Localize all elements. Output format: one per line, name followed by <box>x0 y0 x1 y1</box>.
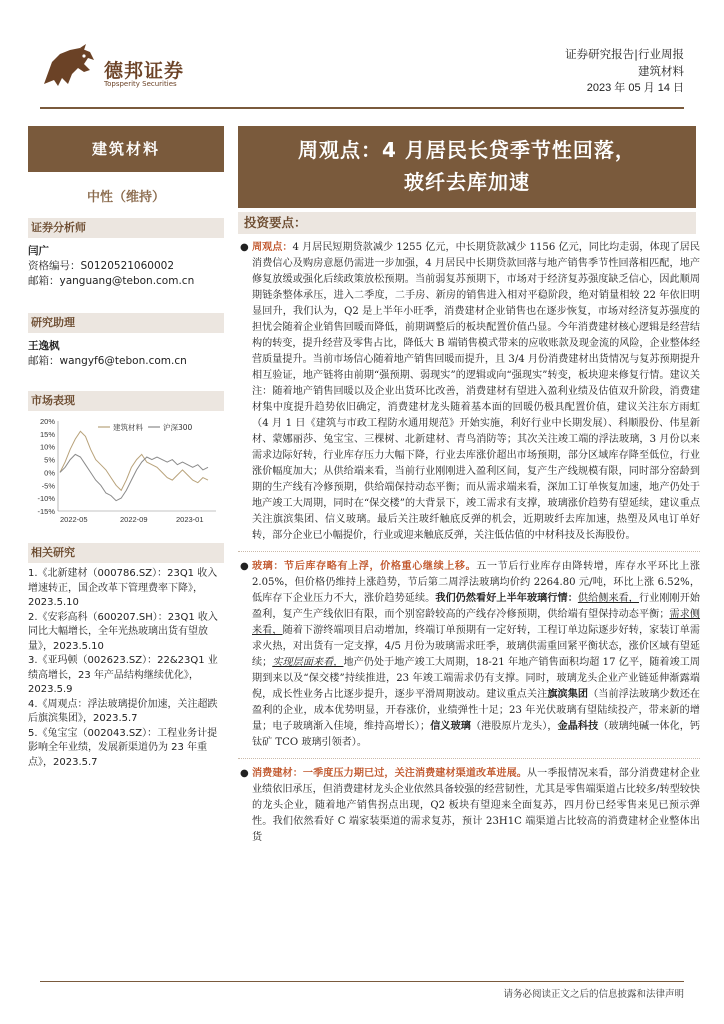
related-item[interactable]: 2.《安彩高科（600207.SH）：23Q1 收入同比大幅增长，全年光热玻璃出货有望放量》，2023.5.10 <box>28 611 218 652</box>
sector-box: 建筑材料 <box>28 126 224 172</box>
analyst-name: 闫广 <box>28 245 49 257</box>
paragraph-consumer-building-materials <box>238 766 700 846</box>
para-text: （港股原片龙头）， <box>470 721 558 732</box>
para-text: （当前浮法玻璃少数还在盈利的企业，成本优势明显，开春涨价，业绩弹性十足；23 年光伏玻璃有望陆续投产，带来新的增量；电子玻璃渐入佳境，维持高增长）； <box>252 689 701 732</box>
series-line-csi300 <box>60 454 208 500</box>
sidebar <box>28 126 224 770</box>
para-heading: 周观点： <box>252 242 293 253</box>
para-text: 五一节后行业库存由降转增，库存水平环比上涨 2.05%，但价格仍维持上涨趋势，节后第二周浮法玻璃均价约 2264.80 元/吨，环比上涨 6.52%，低库存下企业压力不大，涨价趋势延续。 <box>252 561 701 604</box>
y-tick-label: 20% <box>39 417 55 426</box>
para-text: 地产仍处于地产竣工大周期，18-21 年地产销售面积均超 17 亿平，随着竣工周期到来以及“保交楼”持续推进，23 年竣工端需求仍有支撑。同时，玻璃龙头企业产业链延伸渐露端倪，成长性业务占比逐步提升，逐步平滑周期波动。建议重点关注 <box>252 657 701 700</box>
report-type: 证券研究报告|行业周报 <box>565 47 684 61</box>
brand-name-cn: 德邦证券 <box>104 60 185 82</box>
assistant-email[interactable]: 邮箱：wangyf6@tebon.com.cn <box>28 355 187 367</box>
bold-phrase: 旗滨集团 <box>547 689 589 700</box>
report-industry: 建筑材料 <box>638 64 684 78</box>
related-item[interactable]: 5.《兔宝宝（002043.SZ）：工程业务计提影响全年业绩，发展新渠道仍为 23 年重点》，2023.5.7 <box>28 727 218 768</box>
y-tick-label: -5% <box>41 481 55 491</box>
rating: 中性（维持） <box>86 190 165 205</box>
analyst-cert: 资格编号：S0120521060002 <box>28 260 175 272</box>
key-points-label: 投资要点： <box>238 212 696 234</box>
footer-divider <box>40 981 684 982</box>
bull-logo-icon <box>40 44 98 90</box>
assistant-name: 王逸枫 <box>28 340 60 352</box>
dotted-divider <box>238 758 700 759</box>
y-tick-label: -10% <box>37 494 55 504</box>
bold-phrase: 信义玻璃 <box>430 721 471 732</box>
title-line-2: 玻纤去库加速 <box>404 170 530 194</box>
para-heading: 消费建材：一季度压力期已过，关注消费建材渠道改革进展。 <box>252 768 527 779</box>
market-label: 市场表现 <box>28 391 224 411</box>
report-body <box>238 240 700 846</box>
underlined-phrase: 供给侧来看， <box>577 593 639 604</box>
related-item[interactable]: 1.《北新建材（000786.SZ）：23Q1 收入增速转正，国企改革下管理费率下降》，2023.5.10 <box>28 568 218 608</box>
y-tick-label: 5% <box>44 455 55 465</box>
analyst-label: 证券分析师 <box>28 218 224 238</box>
para-text: 从一季报情况来看，部分消费建材企业业绩依旧承压，但消费建材龙头企业依然具备较强的经营韧性，尤其是零售端渠道占比较多/转型较快的龙头企业，随着地产销售拐点出现，Q2 板块有望迎来全面复苏，四月份已经零售来见已预示弹性。我们依然看好 C 端家装渠道的需求复苏，预计 23H1C 端渠道占比较高的消费建材企业整体出货 <box>252 768 701 843</box>
analyst-email[interactable]: 邮箱：yanguang@tebon.com.cn <box>28 275 195 287</box>
bold-phrase: 我们仍然看好上半年玻璃行情： <box>435 593 578 604</box>
para-text: 随着下游终端项目启动增加，终端订单预期有一定好转，工程订单边际逐步好转，家装订单需求火热，对出货有一定支撑，4/5 月份为玻璃需求旺季，玻璃供需重回紧平衡状态，涨价区域有望延续； <box>252 625 701 668</box>
para-text: 行业刚刚开始盈利，复产生产线依旧有限，而个别窑龄较高的产线存冷修预期，供给端有望保持动态平衡； <box>252 593 701 620</box>
header-divider <box>40 107 684 109</box>
market-chart <box>28 415 224 529</box>
x-tick-label: 2022-05 <box>60 515 88 524</box>
para-heading: 玻璃：节后库存略有上浮，价格重心继续上移。 <box>252 561 477 572</box>
report-title <box>238 126 696 208</box>
report-meta <box>565 46 684 97</box>
y-tick-label: -15% <box>37 507 55 516</box>
footer-disclaimer[interactable]: 请务必阅读正文之后的信息披露和法律声明 <box>503 989 684 1000</box>
x-tick-label: 2022-09 <box>120 515 148 524</box>
related-item[interactable]: 4.《周观点：浮法玻璃提价加速，关注超跌后旗滨集团》，2023.5.7 <box>28 698 218 724</box>
market-chart-svg <box>28 415 224 529</box>
y-tick-label: 15% <box>39 429 55 439</box>
para-text: 4 月居民短期贷款减少 1255 亿元，中长期贷款减少 1156 亿元，同比均走弱，体现了居民消费信心及购房意愿仍需进一步加强，4 月居民中长期贷款回落与地产销售季节性回落相匹配，地产修复放缓或强化后续政策放松预期。当前弱复苏预期下，市场对于经济复苏强度缺乏信心，因此顺周期链条整体承压，进入二季度，二手房、新房的销售进入相对平稳阶段，绝对销量相较 22 年依旧明显回升，我们认为，Q2 是上半年小旺季，消费建材企业销售也在逐步恢复，市场对经济复苏强度的担忧会随着企业销售回暖而降低，前期调整后的板块配置价值凸显。今年消费建材核心逻辑是经营结构的转变，提升经营及零售占比，降低大 B 端销售模式带来的应收账款及现金流的风险，企业整体经营质量提升。当前市场信心随着地产销售回暖而提升，且 3/4 月份消费建材出货情况与复苏预期提升相互验证，地产链将由前期“强预期、弱现实”的逻辑或向“强现实”转变，板块迎来修复行情。建议关注：随着地产销售回暖以及企业出货环比改善，消费建材有望进入盈利业绩及估值双升阶段，消费建材集中度提升趋势依旧确定，消费建材龙头随着基本面的回暖仍极具配置价值，建议关注东方雨虹（4 月 1 日《建筑与市政工程防水通用规范》开始实施，利好行业中长期发展）、科顺股份、伟星新材、蒙娜丽莎、兔宝宝、三棵树、北新建材、青鸟消防等；其次关注竣工端的浮法玻璃，3 月份以来需求边际好转，行业库存压力大幅下降，行业去库涨价超出市场预期，部分区域库存降至低位，行业涨价幅度加大；从供给端来看，当前行业刚刚进入盈利区间，复产生产线规模有限，同时部分窑龄到期的生产线有冷修预期，供给端保持动态平衡；而从需求端来看，深加工订单恢复加速，地产仍处于地产竣工大周期，同时在“保交楼”的大背景下，竣工需求有支撑，玻璃涨价趋势有望延续，建议重点关注旗滨集团、信义玻璃。最后关注玻纤触底反弹的机会，近期玻纤去库加速，热塑及风电订单好转，部分企业已小幅提价，行业或迎来触底反弹，关注低估值的中材科技及长海股份。 <box>252 242 701 541</box>
bullet-icon: ● <box>240 561 249 572</box>
underlined-phrase: 实现层面来看， <box>272 657 344 668</box>
x-tick-label: 2023-01 <box>176 515 204 524</box>
bullet-icon: ● <box>240 242 249 253</box>
paragraph-weekly-view <box>238 240 700 544</box>
assistant-label: 研究助理 <box>28 313 224 333</box>
series-line-building-materials <box>60 431 208 490</box>
assistant-block <box>28 333 224 369</box>
brand-logo <box>40 44 190 94</box>
legend-label: 沪深300 <box>163 423 193 432</box>
related-list <box>28 563 224 770</box>
paragraph-glass <box>238 559 700 751</box>
y-tick-label: 0% <box>44 468 55 478</box>
y-tick-label: 10% <box>39 442 55 452</box>
bold-phrase: 金晶科技 <box>557 721 599 732</box>
legend-label: 建筑材料 <box>113 423 143 432</box>
bullet-icon: ● <box>240 768 249 779</box>
report-date: 2023 年 05 月 14 日 <box>586 82 684 94</box>
para-text: （玻璃纯碱一体化，钙钛矿 TCO 玻璃引领者）。 <box>252 721 701 748</box>
brand-name-en: Topsperity Securities <box>104 80 177 88</box>
related-item[interactable]: 3.《亚玛顿（002623.SZ）：22&23Q1 业绩高增长，23 年产品结构继续优化》，2023.5.9 <box>28 655 218 695</box>
analyst-block <box>28 238 224 289</box>
related-label: 相关研究 <box>28 543 224 563</box>
title-line-1: 周观点：4 月居民长贷季节性回落， <box>298 138 636 162</box>
underlined-phrase: 需求侧来看， <box>252 609 701 636</box>
dotted-divider <box>238 551 700 552</box>
